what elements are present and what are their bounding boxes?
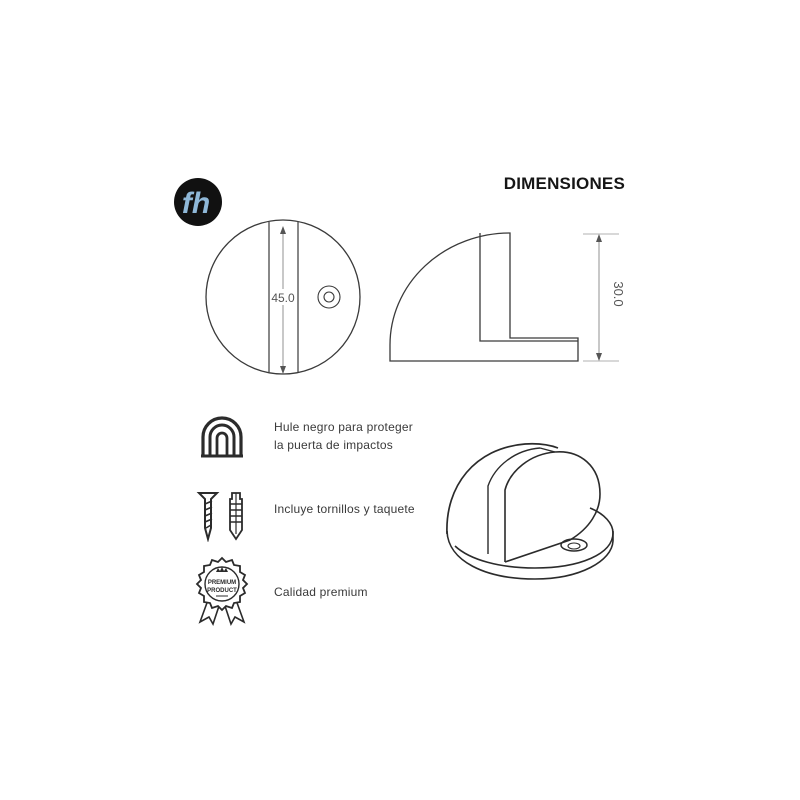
badge-line2: PRODUCT (207, 588, 237, 594)
rubber-block-front (505, 452, 555, 562)
door-stop-3d-illustration (440, 436, 620, 586)
diameter-label: 45.0 (271, 291, 295, 305)
badge-line1: PREMIUM (207, 580, 237, 586)
base-lower-edge (447, 531, 613, 579)
side-view-rubber-slot (480, 233, 578, 341)
height-arrow-bottom (596, 353, 602, 361)
diameter-arrow-bottom (280, 366, 286, 374)
brand-logo-text: fh (181, 187, 211, 220)
height-label: 30.0 (611, 281, 626, 307)
rubber-spiral-icon (198, 415, 246, 459)
feature-rubber-line2: la puerta de impactos (274, 438, 393, 452)
feature-premium (274, 583, 368, 601)
feature-rubber (274, 418, 413, 454)
premium-badge-icon (194, 556, 250, 626)
feature-premium-line1: Calidad premium (274, 585, 368, 599)
base-top-surface (455, 508, 613, 568)
feature-screws-line1: Incluye tornillos y taquete (274, 502, 415, 516)
top-view-drawing (200, 214, 366, 380)
side-view-outline (390, 233, 578, 361)
screw-hole-outer (318, 286, 340, 308)
side-view-drawing (385, 228, 635, 368)
height-arrow-top (596, 234, 602, 242)
section-title: DIMENSIONES (503, 174, 625, 193)
feature-rubber-line1: Hule negro para proteger (274, 420, 413, 434)
dome-body (447, 444, 558, 534)
feature-screws (274, 500, 415, 518)
rubber-block-face (488, 448, 540, 554)
diameter-arrow-top (280, 226, 286, 234)
screw-hole-inner (324, 292, 334, 302)
screw-and-anchor-icon (196, 490, 252, 542)
